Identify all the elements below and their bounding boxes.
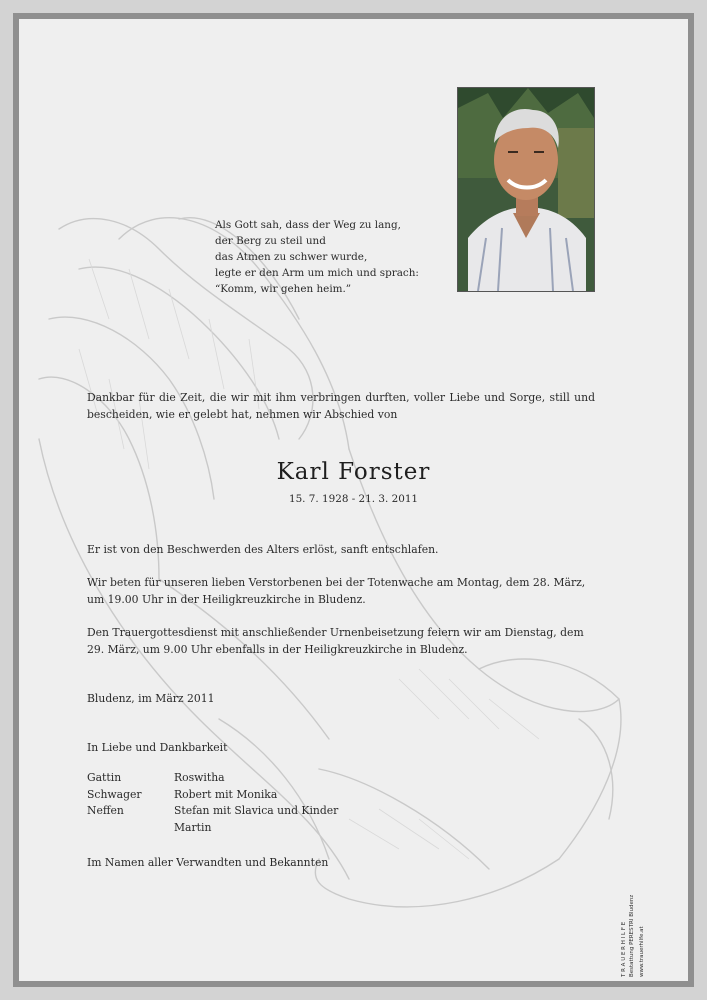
relatives-list	[87, 770, 507, 836]
gratitude-line: In Liebe und Dankbarkeit	[87, 741, 228, 754]
obituary-page	[19, 19, 688, 981]
relative-role: Schwager	[87, 787, 142, 801]
relative-row	[87, 770, 507, 787]
deceased-name: Karl Forster	[276, 459, 431, 485]
poem-line: das Atmen zu schwer wurde,	[215, 251, 368, 263]
relative-names: Robert mit Monika	[174, 787, 278, 801]
portrait-photo	[457, 87, 595, 292]
place-date: Bludenz, im März 2011	[87, 692, 215, 705]
relative-role	[87, 820, 174, 837]
funeral-home-imprint	[619, 879, 679, 977]
relative-names: Roswitha	[174, 771, 225, 784]
poem	[215, 217, 455, 297]
life-dates: 15. 7. 1928 - 21. 3. 2011	[288, 493, 419, 505]
poem-line: legte er den Arm um mich und sprach:	[215, 267, 419, 279]
relative-role: Gattin	[87, 771, 122, 784]
intro-text: Dankbar für die Zeit, die wir mit ihm verbringen durften, voller Liebe und Sorge, still und bescheiden, wie er gelebt hat, nehmen wir Abschied von	[87, 391, 595, 421]
relative-names: Stefan mit Slavica und Kinder	[174, 804, 339, 817]
paragraph-wake: Wir beten für unseren lieben Verstorbenen bei der Totenwache am Montag, dem 28. März, um 19.00 Uhr in der Heiligkreuzkirche in Bludenz.	[87, 576, 586, 606]
relative-row	[87, 787, 507, 804]
relative-names: Martin	[174, 820, 212, 834]
relative-row	[87, 803, 507, 820]
poem-line: Als Gott sah, dass der Weg zu lang,	[215, 219, 401, 231]
imprint-line: Bestattung PERESTRI Bludenz	[629, 894, 635, 977]
poem-line: der Berg zu steil und	[215, 235, 326, 247]
paragraph-peaceful: Er ist von den Beschwerden des Alters erlöst, sanft entschlafen.	[87, 543, 439, 556]
paragraph-funeral: Den Trauergottesdienst mit anschließender Urnenbeisetzung feiern wir am Dienstag, dem 29. März, um 9.00 Uhr ebenfalls in der Heiligkreuzkirche in Bludenz.	[87, 626, 584, 656]
imprint-line: T R A U E R H I L F E	[621, 921, 627, 977]
relative-row	[87, 820, 507, 837]
closing-line: Im Namen aller Verwandten und Bekannten	[87, 856, 329, 869]
imprint-line: www.trauerhilfe.at	[639, 926, 645, 977]
poem-line: “Komm, wir gehen heim.”	[215, 283, 352, 295]
relative-role: Neffen	[87, 804, 124, 817]
